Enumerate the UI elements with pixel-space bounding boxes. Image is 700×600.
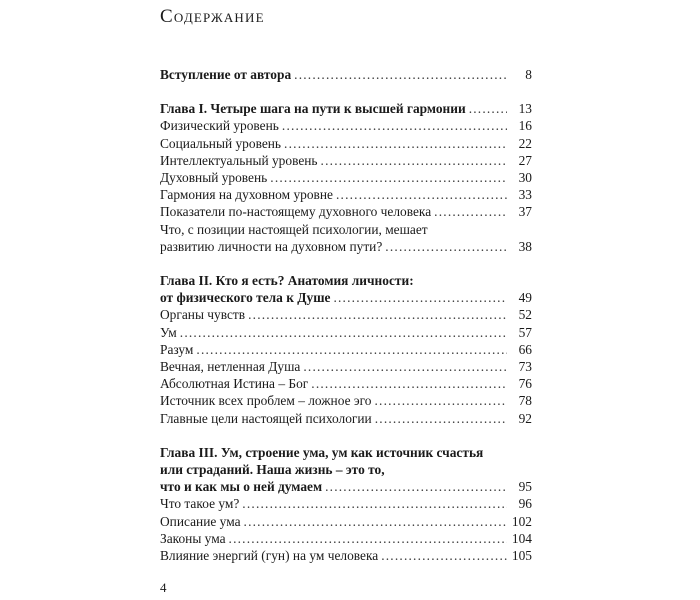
toc-entry[interactable] [160,530,532,547]
toc-entry[interactable] [160,410,532,427]
page-ref: 27 [518,152,532,168]
page-ref: 33 [518,187,532,203]
page-ref: 92 [518,410,532,426]
dot-leader [229,530,507,547]
entry-title: Показатели по-настоящему духовного человека [160,204,432,220]
dot-leader [303,358,507,375]
page-ref: 96 [518,496,532,512]
page-ref: 66 [518,341,532,357]
chapter-title-line: Глава II. Кто я есть? Анатомия личности: [160,273,414,289]
dot-leader [381,547,507,564]
page-number: 4 [160,580,167,595]
toc-entry[interactable] [160,375,532,392]
entry-title: Описание ума [160,513,241,529]
entry-title: Что такое ум? [160,496,240,512]
page-ref: 57 [518,324,532,340]
dot-leader [311,375,507,392]
chapter-title: Вступление от автора [160,67,292,82]
dot-leader [270,169,507,186]
dot-leader [196,341,507,358]
chapter-title: что и как мы о ней думаем [160,479,323,495]
chapter-title-line: Глава III. Ум, строение ума, ум как источник счастья [160,444,484,460]
chapter-title: Глава I. Четыре шага на пути к высшей гармонии [160,101,466,117]
toc-section [160,272,532,427]
page-ref: 49 [518,290,532,306]
dot-leader [375,410,507,427]
page-ref: 13 [518,101,532,117]
page-ref: 95 [518,479,532,495]
toc-section [160,100,532,255]
dot-leader [333,289,507,306]
page-ref: 102 [511,513,532,529]
toc-section [160,66,532,83]
page-ref: 104 [511,530,532,546]
page-ref: 8 [525,67,532,82]
toc-entry[interactable] [160,186,532,203]
page-ref: 78 [518,393,532,409]
entry-title: Разум [160,341,194,357]
toc-entry[interactable] [160,117,532,134]
toc-entry[interactable] [160,306,532,323]
dot-leader [374,392,507,409]
dot-leader [248,306,507,323]
chapter-title-line: или страданий. Наша жизнь – это то, [160,462,385,478]
toc-entry[interactable] [160,203,532,220]
chapter-title: от физического тела к Душе [160,290,331,306]
toc-entry-line: Что, с позиции настоящей психологии, мешает [160,221,428,237]
dot-leader [434,203,507,220]
chapter-entry[interactable] [160,289,532,306]
dot-leader [385,238,507,255]
entry-title: Гармония на духовном уровне [160,187,333,203]
toc-entry[interactable] [160,495,532,512]
entry-title: развитию личности на духовном пути? [160,238,383,254]
page-ref: 73 [518,359,532,375]
entry-title: Духовный уровень [160,170,268,186]
entry-title: Источник всех проблем – ложное эго [160,393,372,409]
toc-entry[interactable] [160,341,532,358]
toc-entry[interactable] [160,358,532,375]
toc-entry[interactable] [160,324,532,341]
chapter-entry[interactable] [160,478,532,495]
toc-entry[interactable] [160,513,532,530]
dot-leader [336,186,507,203]
entry-title: Социальный уровень [160,135,282,151]
toc-entry[interactable] [160,547,532,564]
toc-section [160,444,532,564]
chapter-entry[interactable] [160,66,532,83]
page-ref: 76 [518,376,532,392]
dot-leader [469,100,507,117]
table-of-contents [160,66,532,581]
dot-leader [325,478,507,495]
dot-leader [242,495,507,512]
entry-title: Ум [160,324,177,340]
toc-entry[interactable] [160,169,532,186]
dot-leader [321,152,507,169]
entry-title: Интеллектуальный уровень [160,152,318,168]
toc-entry[interactable] [160,135,532,152]
page-title: Содержание [160,6,265,27]
page-ref: 22 [518,135,532,151]
dot-leader [180,324,507,341]
dot-leader [244,513,507,530]
toc-entry[interactable] [160,392,532,409]
entry-title: Вечная, нетленная Душа [160,359,301,375]
dot-leader [294,66,507,83]
entry-title: Влияние энергий (гун) на ум человека [160,548,379,564]
page-ref: 52 [518,307,532,323]
page-ref: 38 [518,238,532,254]
entry-title: Органы чувств [160,307,246,323]
entry-title: Абсолютная Истина – Бог [160,376,309,392]
entry-title: Законы ума [160,530,226,546]
dot-leader [282,117,507,134]
toc-entry[interactable] [160,152,532,169]
entry-title: Главные цели настоящей психологии [160,410,372,426]
page-ref: 105 [511,548,532,564]
page-ref: 37 [518,204,532,220]
page-ref: 16 [518,118,532,134]
dot-leader [284,135,507,152]
chapter-entry[interactable] [160,100,532,117]
entry-title: Физический уровень [160,118,279,134]
page-ref: 30 [518,170,532,186]
toc-entry[interactable] [160,238,532,255]
